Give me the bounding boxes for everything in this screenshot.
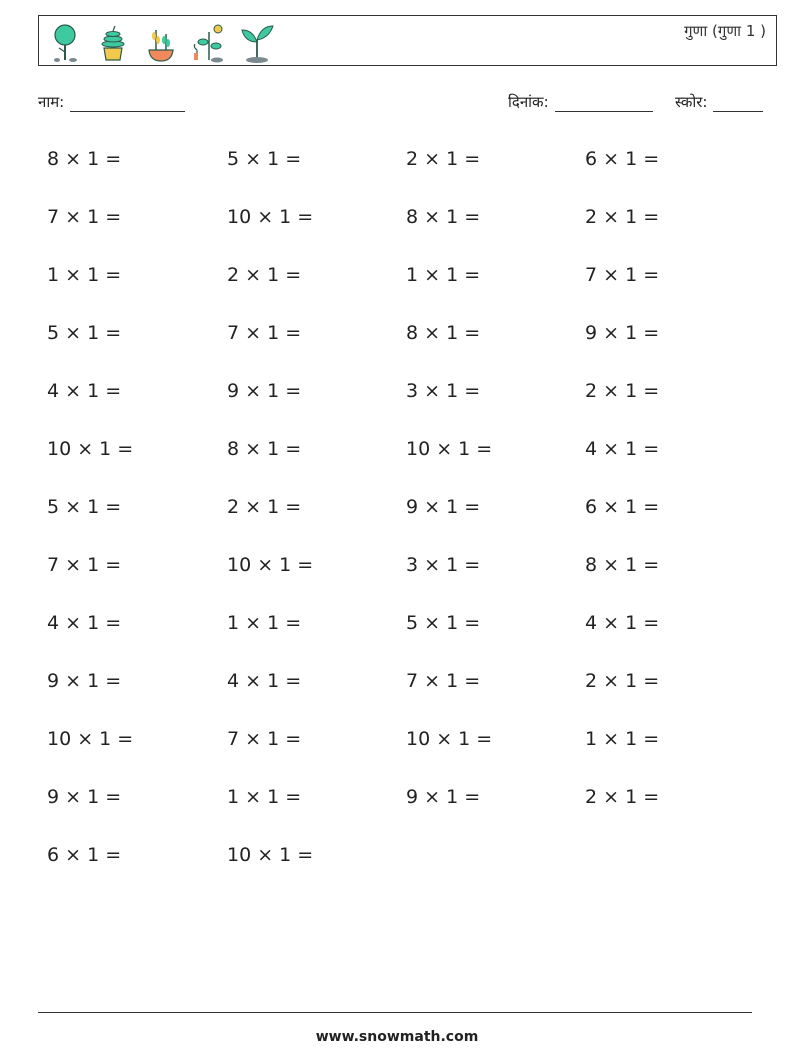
- problem-item: 9 × 1 =: [406, 496, 481, 518]
- problem-item: 7 × 1 =: [227, 322, 302, 344]
- problem-item: 1 × 1 =: [585, 728, 660, 750]
- problem-item: 6 × 1 =: [585, 148, 660, 170]
- problem-item: 10 × 1 =: [406, 728, 493, 750]
- problem-item: 9 × 1 =: [585, 322, 660, 344]
- page-title: गुणा (गुणा 1 ): [684, 22, 766, 40]
- problem-item: 4 × 1 =: [47, 380, 122, 402]
- problem-item: 8 × 1 =: [406, 322, 481, 344]
- problem-item: 6 × 1 =: [47, 844, 122, 866]
- footer-website: www.snowmath.com: [315, 1029, 479, 1045]
- problem-item: 8 × 1 =: [585, 554, 660, 576]
- name-label: नाम:: [38, 93, 65, 111]
- problem-item: 9 × 1 =: [47, 786, 122, 808]
- problem-item: 4 × 1 =: [585, 612, 660, 634]
- date-label: दिनांक:: [508, 93, 549, 111]
- problem-item: 9 × 1 =: [227, 380, 302, 402]
- problem-item: 7 × 1 =: [227, 728, 302, 750]
- problem-item: 2 × 1 =: [585, 380, 660, 402]
- problem-item: 5 × 1 =: [406, 612, 481, 634]
- problem-item: 10 × 1 =: [227, 844, 314, 866]
- problem-item: 8 × 1 =: [227, 438, 302, 460]
- problem-item: 10 × 1 =: [47, 438, 134, 460]
- problem-item: 10 × 1 =: [227, 554, 314, 576]
- problem-item: 1 × 1 =: [47, 264, 122, 286]
- problem-item: 1 × 1 =: [227, 786, 302, 808]
- problem-item: 10 × 1 =: [47, 728, 134, 750]
- problem-item: 6 × 1 =: [585, 496, 660, 518]
- problem-item: 9 × 1 =: [47, 670, 122, 692]
- problem-item: 2 × 1 =: [585, 670, 660, 692]
- problem-item: 7 × 1 =: [47, 206, 122, 228]
- problem-item: 5 × 1 =: [227, 148, 302, 170]
- problem-item: 2 × 1 =: [227, 264, 302, 286]
- problem-item: 4 × 1 =: [585, 438, 660, 460]
- problem-item: 2 × 1 =: [585, 786, 660, 808]
- problem-item: 4 × 1 =: [227, 670, 302, 692]
- problem-item: 7 × 1 =: [47, 554, 122, 576]
- problem-item: 3 × 1 =: [406, 554, 481, 576]
- problem-item: 2 × 1 =: [585, 206, 660, 228]
- problem-item: 3 × 1 =: [406, 380, 481, 402]
- footer-divider: [38, 1012, 752, 1013]
- problem-item: 5 × 1 =: [47, 322, 122, 344]
- problem-item: 2 × 1 =: [227, 496, 302, 518]
- problem-item: 10 × 1 =: [227, 206, 314, 228]
- problem-item: 1 × 1 =: [406, 264, 481, 286]
- problem-item: 5 × 1 =: [47, 496, 122, 518]
- problem-item: 8 × 1 =: [406, 206, 481, 228]
- problem-item: 8 × 1 =: [47, 148, 122, 170]
- problem-item: 2 × 1 =: [406, 148, 481, 170]
- problem-item: 7 × 1 =: [585, 264, 660, 286]
- problem-item: 9 × 1 =: [406, 786, 481, 808]
- problem-item: 10 × 1 =: [406, 438, 493, 460]
- problem-item: 1 × 1 =: [227, 612, 302, 634]
- score-label: स्कोर:: [675, 93, 708, 111]
- problem-item: 4 × 1 =: [47, 612, 122, 634]
- problem-item: 7 × 1 =: [406, 670, 481, 692]
